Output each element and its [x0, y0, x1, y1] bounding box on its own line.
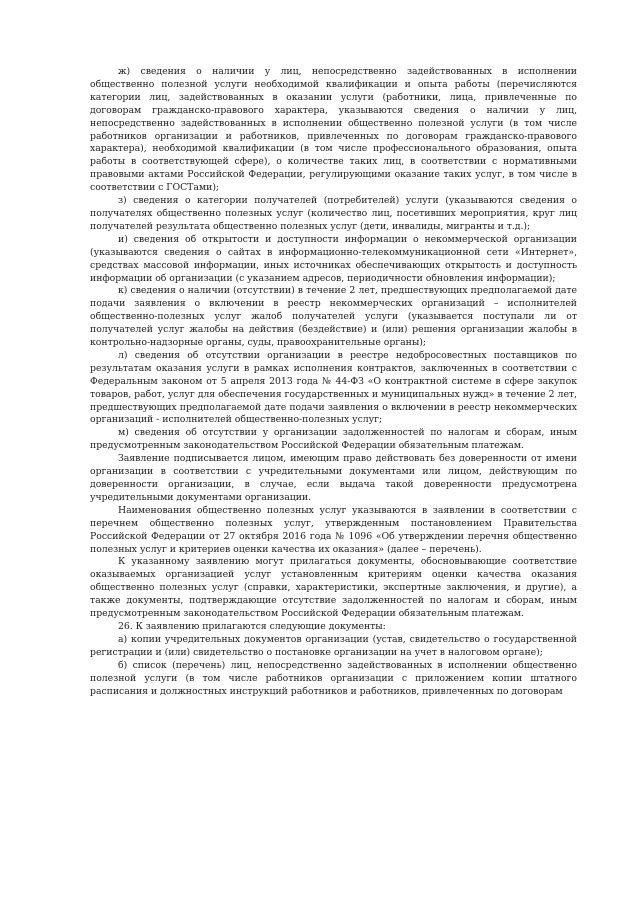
- paragraph-i-openness: и) сведения об открытости и доступности информации о некоммерческой организации (указываются сведения о сайтах в информационно-телекоммуникационной сети «Интернет», средствах массовой информации, иных источниках обеспечивающих открытость и доступность информации об организации (с указанием адресов, периодичности обновления информации);: [90, 233, 577, 284]
- paragraph-item-26: 26. К заявлению прилагаются следующие документы:: [118, 620, 386, 632]
- paragraph-a-founding-documents: а) копии учредительных документов организации (устав, свидетельство о государственной регистрации и (или) свидетельство о постановке организации на учет в налоговом органе);: [90, 633, 577, 658]
- document-body: [90, 66, 577, 698]
- paragraph-k-complaints: к) сведения о наличии (отсутствии) в течение 2 лет, предшествующих предполагаемой дате подачи заявления о включении в реестр некоммерческих организаций – исполнителей общественно-полезных услуг жалоб получателей услуги (указывается поступали ли от получателей услуг жалобы на действия (бездействие) и (или) решения организации жалобы в контрольно-надзорные органы, суды, правоохранительные органы);: [90, 285, 577, 349]
- paragraph-b-staff-list: б) список (перечень) лиц, непосредственно задействованных в исполнении общественно полезной услуги (в том числе работников организации с приложением копии штатного расписания и должностных инструкций работников и работников, привлеченных по договорам: [90, 659, 577, 697]
- paragraph-m-tax-debts: м) сведения об отсутствии у организации задолженностей по налогам и сборам, иным предусмотренным законодательством Российской Федерации обязательным платежам.: [90, 427, 577, 452]
- paragraph-z-recipients: з) сведения о категории получателей (потребителей) услуги (указываются сведения о получателях общественно полезных услуг (количество лиц, посетивших мероприятия, круг лиц получателей результата общественно полезных услуг (дети, инвалиды, мигранты и т.д.);: [90, 195, 577, 232]
- paragraph-zh-qualification: ж) сведения о наличии у лиц, непосредственно задействованных в исполнении общественно полезной услуги необходимой квалификации и опыта работы (перечисляются категории лиц, задействованных в оказании услуги (работники, лица, привлеченные по договорам гражданско-правового характера, указываются сведения о наличии у лиц, непосредственно задействованных в исполнении общественно полезной услуги (в том числе работников организации и работников, привлеченных по договорам гражданско-правового характера), необходимой квалификации (в том числе профессионального образования, опыта работы в соответствующей сфере), о количестве таких лиц, в соответствии с нормативными правовыми актами Российской Федерации, регулирующими оказание таких услуг, в том числе в соответствии с ГОСТами);: [90, 66, 577, 194]
- paragraph-supporting-documents: К указанному заявлению могут прилагаться документы, обосновывающие соответствие оказываемых организацией услуг установленным критериям оценки качества оказания общественно полезных услуг (справки, характеристики, экспертные заключения, и другие), а также документы, подтверждающие отсутствие задолженностей по налогам и сборам, иным предусмотренным законодательством Российской Федерации обязательным платежам.: [90, 556, 577, 620]
- paragraph-service-names: Наименования общественно полезных услуг указываются в заявлении в соответствии с перечнем общественно полезных услуг, утвержденным постановлением Правительства Российской Федерации от 27 октября 2016 года № 1096 «Об утверждении перечня общественно полезных услуг и критериев оценки качества их оказания» (далее – перечень).: [90, 504, 577, 555]
- paragraph-signature-rule: Заявление подписывается лицом, имеющим право действовать без доверенности от имени организации в соответствии с учредительными документами или лицом, действующим по доверенности организации, в случае, если выдача такой доверенности предусмотрена учредительными документами организации.: [90, 453, 577, 503]
- paragraph-l-supplier-registry: л) сведения об отсутствии организации в реестре недобросовестных поставщиков по результатам оказания услуги в рамках исполнения контрактов, заключенных в соответствии с Федеральным законом от 5 апреля 2013 года № 44-ФЗ «О контрактной системе в сфере закупок товаров, работ, услуг для обеспечения государственных и муниципальных нужд» в течение 2 лет, предшествующих предполагаемой дате подачи заявления о включении в реестр некоммерческих организаций - исполнителей общественно-полезных услуг;: [90, 349, 577, 426]
